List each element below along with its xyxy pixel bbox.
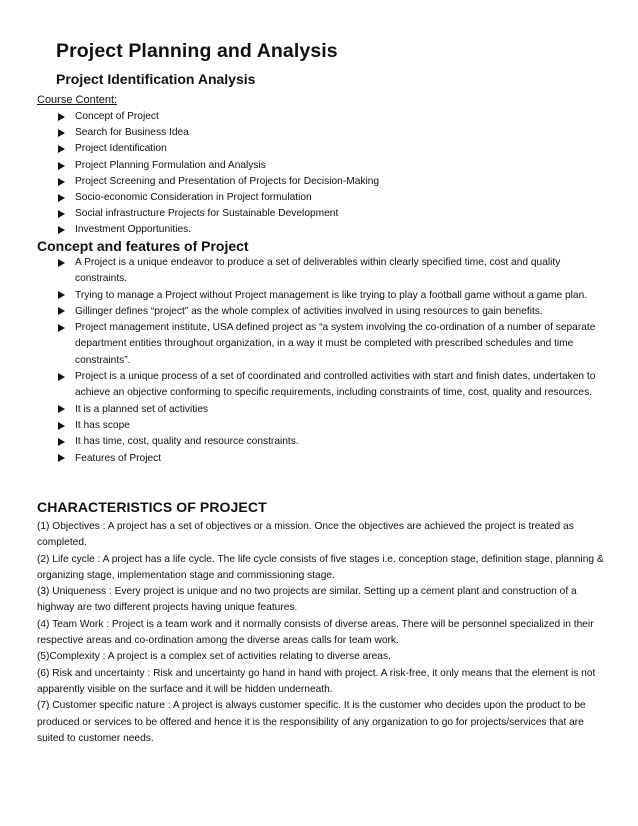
- bullet-arrow-icon: [58, 226, 65, 234]
- bullet-arrow-icon: [58, 373, 65, 381]
- bullet-arrow-icon: [58, 129, 65, 137]
- bullet-arrow-icon: [58, 454, 65, 462]
- list-item-text: A Project is a unique endeavor to produce a set of deliverables within clearly specified time, cost and quality constraints.: [75, 257, 561, 285]
- page-title: Project Planning and Analysis: [56, 40, 338, 62]
- list-item: [58, 222, 379, 238]
- paragraph: (3) Uniqueness : Every project is unique and no two projects are similar. Setting up a cement plant and construction of a highway are two different projects having unique features.: [37, 586, 577, 614]
- bullet-arrow-icon: [58, 162, 65, 170]
- list-item: [58, 418, 606, 434]
- bullet-arrow-icon: [58, 307, 65, 315]
- list-item: [58, 402, 606, 418]
- bullet-arrow-icon: [58, 291, 65, 299]
- list-item-text: Trying to manage a Project without Project management is like trying to play a football game without a game plan.: [75, 289, 588, 301]
- paragraph: (7) Customer specific nature : A project is always customer specific. It is the customer who decides upon the product to be produced or services to be offered and hence it is the responsibility of any organization to go for projects/services that are suited to customer needs.: [37, 700, 586, 744]
- list-item-text: Concept of Project: [75, 111, 159, 122]
- list-item: [58, 206, 379, 222]
- characteristics-list: [37, 519, 605, 747]
- page-subtitle: Project Identification Analysis: [56, 71, 256, 87]
- course-content-list: [58, 109, 379, 239]
- list-item: [58, 255, 606, 288]
- list-item-text: Project Screening and Presentation of Projects for Decision-Making: [75, 175, 380, 187]
- bullet-arrow-icon: [58, 259, 65, 267]
- bullet-arrow-icon: [58, 324, 65, 332]
- list-item: [58, 158, 379, 174]
- bullet-arrow-icon: [58, 194, 65, 202]
- bullet-arrow-icon: [58, 113, 65, 121]
- bullet-arrow-icon: [58, 178, 65, 186]
- paragraph: (1) Objectives : A project has a set of objectives or a mission. Once the objectives are achieved the project is treated as completed.: [37, 521, 574, 549]
- list-item-text: Investment Opportunities.: [75, 224, 192, 236]
- list-item: [58, 304, 606, 320]
- list-item-text: It is a planned set of activities: [75, 403, 209, 415]
- list-item: [58, 125, 379, 141]
- list-item: [58, 141, 379, 157]
- paragraph: (5)Complexity : A project is a complex set of activities relating to diverse areas.: [37, 651, 391, 663]
- list-item-text: Socio-economic Consideration in Project formulation: [75, 191, 312, 203]
- list-item: [58, 109, 379, 125]
- list-item: [58, 288, 606, 304]
- bullet-arrow-icon: [58, 422, 65, 430]
- list-item: [58, 451, 606, 467]
- list-item-text: Gillinger defines “project” as the whole complex of activities involved in using resources to gain benefits.: [75, 305, 543, 317]
- list-item-text: Features of Project: [75, 452, 162, 464]
- list-item: [58, 174, 379, 190]
- paragraph: (6) Risk and uncertainty : Risk and uncertainty go hand in hand with project. A risk-free, it only means that the element is not apparently visible on the surface and it will be hidden underneath.: [37, 667, 596, 695]
- list-item-text: Project management institute, USA defined project as “a system involving the co-ordination of a number of separate department entities throughout organization, in a way it must be completed with prescribed schedules and time constraints”.: [75, 322, 596, 366]
- list-item-text: Project is a unique process of a set of coordinated and controlled activities with start and finish dates, undertaken to achieve an objective conforming to specific requirements, including constraints of time, cost, quality and resources.: [75, 371, 596, 399]
- characteristics-heading: CHARACTERISTICS OF PROJECT: [37, 499, 267, 515]
- bullet-arrow-icon: [58, 145, 65, 153]
- list-item-text: Search for Business Idea: [75, 127, 189, 139]
- bullet-arrow-icon: [58, 438, 65, 446]
- list-item: [58, 434, 606, 450]
- list-item-text: Social infrastructure Projects for Sustainable Development: [75, 208, 339, 220]
- list-item: [58, 320, 606, 369]
- bullet-arrow-icon: [58, 210, 65, 218]
- list-item: [58, 190, 379, 206]
- paragraph: (2) Life cycle : A project has a life cycle. The life cycle consists of five stages i.e. conception stage, definition stage, planning & organizing stage, implementation stage and commissioning stage.: [37, 553, 604, 581]
- course-content-label: Course Content:: [37, 94, 118, 106]
- list-item-text: Project Identification: [75, 143, 167, 155]
- bullet-arrow-icon: [58, 405, 65, 413]
- list-item-text: It has time, cost, quality and resource constraints.: [75, 436, 299, 448]
- list-item: [58, 369, 606, 402]
- paragraph: (4) Team Work : Project is a team work and it normally consists of diverse areas. There will be personnel specialized in their respective areas and co-ordination among the diverse areas calls for team work.: [37, 618, 594, 647]
- concept-list: [58, 255, 606, 467]
- list-item-text: It has scope: [75, 419, 130, 431]
- list-item-text: Project Planning Formulation and Analysis: [75, 159, 266, 171]
- concept-heading: Concept and features of Project: [37, 238, 249, 254]
